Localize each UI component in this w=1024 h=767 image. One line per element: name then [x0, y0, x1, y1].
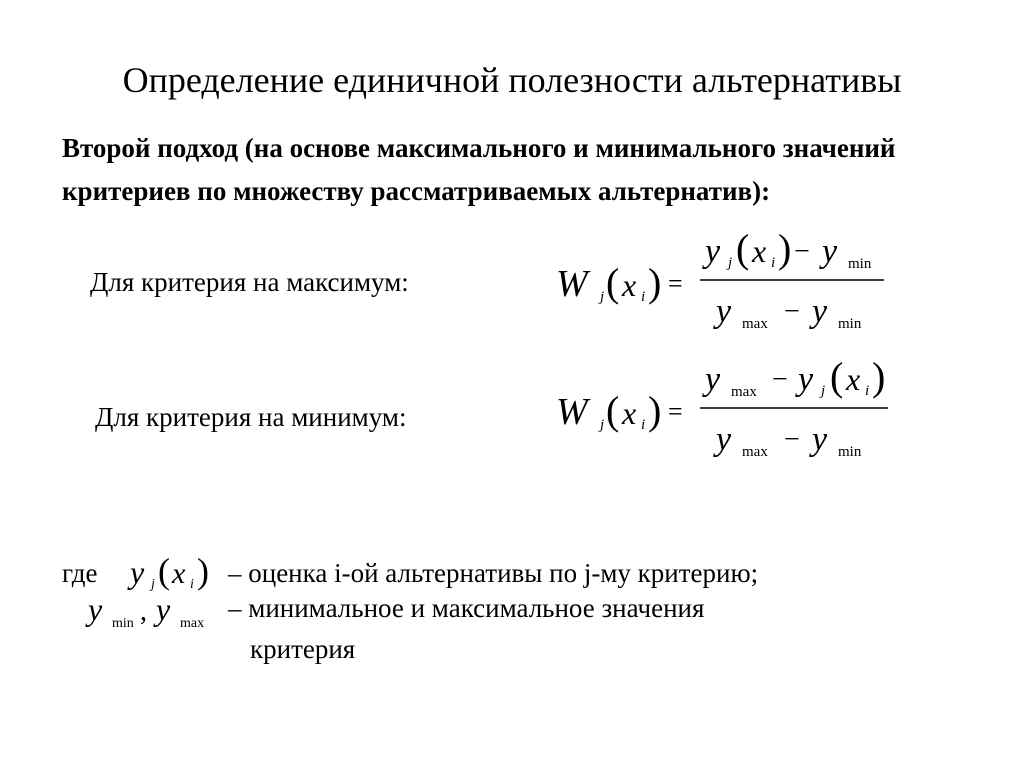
formula-y: y: [705, 233, 721, 270]
where-description-estimate: – оценка i-ой альтернативы по j-му критерию;: [228, 558, 759, 588]
formula-sub-min: min: [838, 444, 862, 460]
formula-paren: (: [606, 388, 620, 433]
formula-y: y: [130, 554, 145, 590]
formula-sub-j: j: [728, 255, 733, 271]
formula-sub-i: i: [190, 577, 194, 592]
formula-paren: ): [197, 551, 209, 591]
formula-x: x: [846, 361, 861, 397]
formula-paren: ): [872, 354, 886, 399]
formula-sub-j: j: [600, 289, 605, 305]
formula-sub-max: max: [742, 316, 768, 332]
formula-minus: −: [794, 236, 810, 267]
formula-y: y: [798, 361, 814, 398]
intro-text: Второй подход (на основе максимального и минимального значений критериев по множеству рассматриваемых альтернатив):: [62, 133, 896, 206]
slide-title: Определение единичной полезности альтернативы: [122, 60, 902, 100]
where-word: где: [62, 558, 98, 588]
formula-x: x: [752, 233, 767, 269]
formula-y: y: [812, 421, 828, 458]
formula-paren: (: [606, 260, 620, 305]
formula-y: y: [88, 591, 103, 627]
formula-x: x: [622, 267, 637, 303]
formula-sub-max: max: [731, 384, 757, 400]
formula-paren: (: [830, 354, 844, 399]
max-criterion-label: Для критерия на максимум:: [90, 267, 409, 297]
formula-minus: −: [784, 424, 800, 455]
formula-y: y: [822, 233, 838, 270]
formula-x: x: [622, 395, 637, 431]
formula-x: x: [172, 557, 186, 590]
formula-sub-max: max: [742, 444, 768, 460]
formula-paren: (: [736, 226, 750, 271]
formula-sub-min: min: [848, 256, 872, 272]
formula-paren: (: [158, 551, 170, 591]
formula-minus: −: [772, 364, 788, 395]
formula-w: W: [556, 391, 588, 433]
formula-paren: ): [778, 226, 792, 271]
where-description-minmax: – минимальное и максимальное значения: [228, 593, 705, 623]
formula-sub-min: min: [838, 316, 862, 332]
formula-y: y: [705, 361, 721, 398]
formula-sub-i: i: [865, 383, 870, 399]
formula-y: y: [812, 293, 828, 330]
formula-minus: −: [784, 296, 800, 327]
formula-paren: ): [648, 388, 662, 433]
formula-comma: ,: [140, 596, 147, 627]
min-criterion-label: Для критерия на минимум:: [95, 402, 407, 432]
formula-sub-j: j: [151, 577, 155, 592]
formula-w: W: [556, 263, 588, 305]
formula-sub-j: j: [600, 417, 605, 433]
formula-equals: =: [668, 397, 683, 426]
formula-paren: ): [648, 260, 662, 305]
formula-y: y: [716, 293, 732, 330]
formula-sub-min: min: [112, 616, 134, 631]
formula-sub-i: i: [641, 289, 646, 305]
formula-sub-j: j: [821, 383, 826, 399]
formula-sub-i: i: [771, 255, 776, 271]
formula-y: y: [156, 591, 171, 627]
where-description-criterion: критерия: [250, 634, 356, 664]
formula-equals: =: [668, 269, 683, 298]
formula-y: y: [716, 421, 732, 458]
formula-sub-max: max: [180, 616, 205, 631]
formula-sub-i: i: [641, 417, 646, 433]
